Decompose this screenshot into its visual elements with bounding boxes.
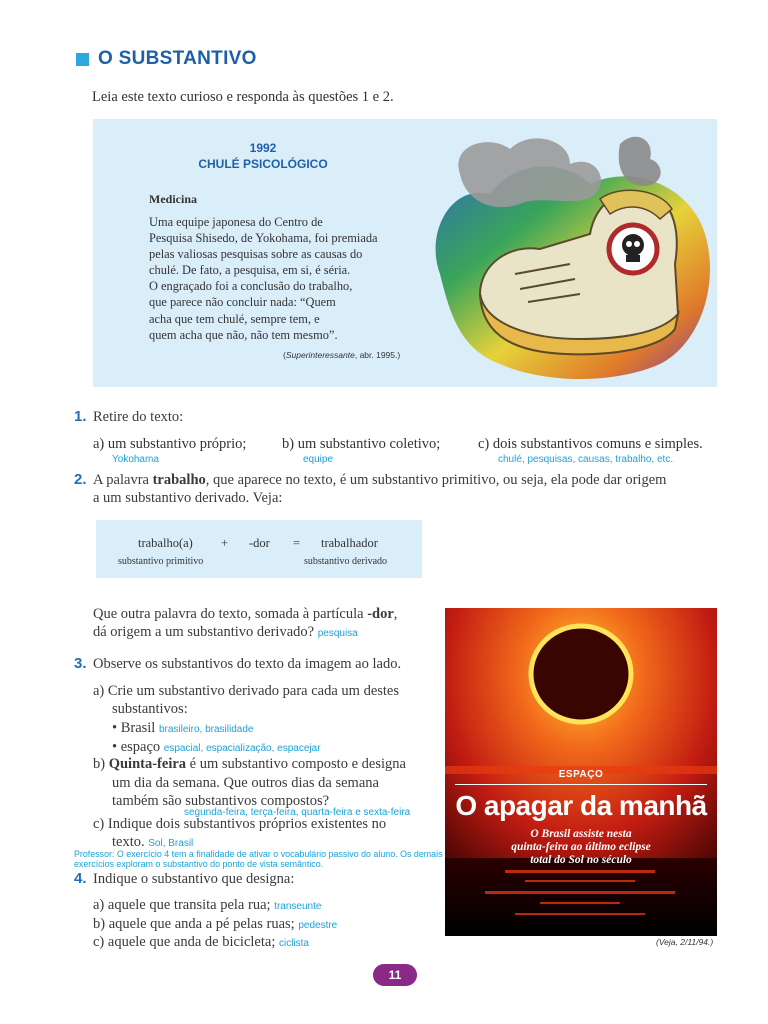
exercise-4b: [93, 915, 337, 935]
page-title: O SUBSTANTIVO: [98, 48, 257, 69]
exercise-2-number: 2.: [74, 471, 87, 488]
title-bullet-square: [76, 53, 89, 66]
brasil-answer: brasileiro, brasilidade: [158, 724, 254, 735]
exercise-4-prompt: Indique o substantivo que designa:: [93, 871, 295, 887]
exercise-1b-answer: equipe: [303, 454, 334, 465]
intro-text: Leia este texto curioso e responda às questões 1 e 2.: [92, 89, 394, 105]
morph-result-label: substantivo derivado: [304, 556, 388, 567]
box-year: 1992: [249, 141, 277, 155]
exercise-1c-answer: chulé, pesquisas, causas, trabalho, etc.: [498, 454, 674, 465]
morph-equals: =: [293, 536, 301, 550]
teacher-note: Professor: O exercício 4 tem a finalidade de ativar o vocabulário passivo do aluno. Os demais exercícios exploram o substantivo do ponto de vista semântico.: [74, 849, 443, 869]
exercise-2-line2: a um substantivo derivado. Veja:: [93, 490, 283, 506]
source-open: (: [283, 350, 286, 360]
box-body: Uma equipe japonesa do Centro de Pesquisa Shisedo, de Yokohama, foi premiada pelas valiosas pesquisas sobre as causas do chulé. De fato, a pesquisa, em si, é séria. O engraçado foi a conclusão do trabalho, que parece não concluir nada: “Quem acha que tem chulé, sempre tem, e quem acha que não, não tem mesmo”.: [149, 215, 378, 342]
page-number-badge: 11: [373, 964, 417, 986]
ex4c-text: c) aquele que anda de bicicleta;: [93, 934, 276, 950]
ex4b-text: b) aquele que anda a pé pelas ruas;: [93, 916, 295, 932]
clipping-headline: O apagar da manhã: [455, 790, 707, 821]
ex3b-letter: b): [93, 756, 109, 772]
exercise-3-prompt: Observe os substantivos do texto da imagem ao lado.: [93, 656, 402, 672]
ex2-word-trabalho: trabalho: [152, 472, 206, 488]
exercise-1a-answer: Yokohama: [112, 454, 159, 465]
box-title: CHULÉ PSICOLÓGICO: [198, 157, 328, 171]
clipping-rule: [455, 784, 707, 785]
ex3b-word: Quinta-feira: [108, 756, 187, 772]
exercise-4c: [93, 933, 309, 953]
exercise-4c-answer: ciclista: [278, 938, 309, 949]
photo-credit: (Veja, 2/11/94.): [656, 937, 714, 947]
ex4a-text: a) aquele que transita pela rua;: [93, 897, 271, 913]
exercise-2-question-line2: [93, 623, 358, 643]
exercise-1-number: 1.: [74, 408, 87, 425]
ex2-q-suffix: -dor: [367, 606, 394, 622]
exercise-3c-line1: c) Indique dois substantivos próprios existentes no: [93, 816, 387, 832]
clipping-section: ESPAÇO: [558, 769, 604, 780]
exercise-2-line1: [93, 471, 733, 490]
exercise-3a-brasil: [112, 719, 253, 739]
exercise-3b-answer: segunda-feira, terça-feira, quarta-feira e sexta-feira: [184, 807, 411, 818]
ex2-q-pre: Que outra palavra do texto, somada à partícula: [93, 606, 368, 622]
morphology-box: [96, 520, 422, 578]
eclipse-magazine-clipping: [445, 608, 717, 936]
ex2-q-line2: dá origem a um substantivo derivado?: [93, 624, 315, 640]
morph-base-label: substantivo primitivo: [118, 556, 204, 567]
espaco-answer: espacial, espacialização, espacejar: [163, 743, 321, 754]
exercise-3b-line1: [93, 755, 406, 774]
exercise-4b-answer: pedestre: [298, 920, 338, 931]
ex2-q-comma: ,: [393, 606, 398, 622]
stinky-shoe-illustration: [420, 124, 720, 386]
exercise-3c-answer: Sol, Brasil: [148, 838, 194, 849]
box-source: [283, 350, 400, 360]
source-date: , abr. 1995.): [354, 350, 401, 360]
exercise-3a-line2: substantivos:: [112, 701, 188, 717]
exercise-2-answer: pesquisa: [317, 628, 358, 639]
clipping-caption: O Brasil assiste nesta quinta-feira ao último eclipse total do Sol no século: [511, 828, 651, 866]
exercise-4a-answer: transeunte: [274, 901, 322, 912]
source-title: Superinteressante: [285, 350, 355, 360]
morph-plus: +: [221, 536, 229, 550]
exercise-3b-line3: também são substantivos compostos?: [112, 793, 330, 809]
morph-suffix: -dor: [249, 536, 270, 550]
exercise-2-question-line1: [93, 605, 397, 624]
ex3b-rest: é um substantivo composto e designa: [186, 756, 406, 772]
morph-base: trabalho(a): [138, 536, 193, 550]
morph-result: trabalhador: [321, 536, 378, 550]
exercise-1b: b) um substantivo coletivo;: [282, 436, 441, 452]
exercise-1a: a) um substantivo próprio;: [93, 436, 247, 452]
exercise-3b-line2: um dia da semana. Que outros dias da semana: [112, 775, 379, 791]
exercise-3-number: 3.: [74, 655, 87, 672]
ex2-line1-post: , que aparece no texto, é um substantivo primitivo, ou seja, ela pode dar origem: [205, 472, 667, 488]
word-espaco: • espaço: [112, 739, 161, 755]
box-section: Medicina: [149, 192, 197, 206]
word-brasil: • Brasil: [112, 720, 156, 736]
exercise-1-prompt: Retire do texto:: [93, 409, 184, 425]
ex3c-texto: texto.: [112, 834, 145, 850]
exercise-4-number: 4.: [74, 870, 87, 887]
exercise-1c: c) dois substantivos comuns e simples.: [478, 436, 703, 452]
exercise-3a-line1: a) Crie um substantivo derivado para cada um destes: [93, 683, 400, 699]
ex2-line1-pre: A palavra: [93, 472, 153, 488]
exercise-4a: [93, 896, 321, 916]
